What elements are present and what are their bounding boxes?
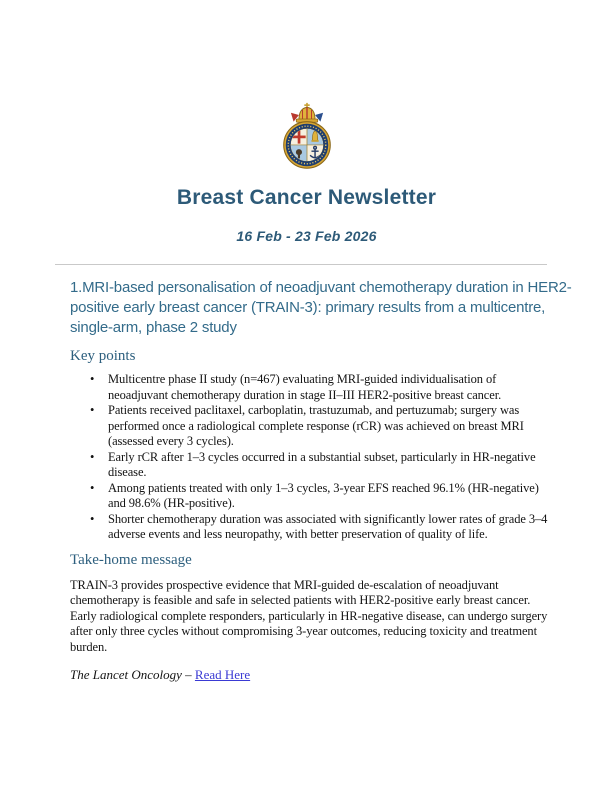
date-range: 16 Feb - 23 Feb 2026 (236, 228, 377, 244)
university-crest-icon (280, 102, 334, 170)
key-point-item: • Among patients treated with only 1–3 cycles, 3-year EFS reached 96.1% (HR-negative) and 98.6% (HR-positive). (55, 481, 554, 512)
read-here-link[interactable]: Read Here (194, 667, 251, 682)
divider (55, 264, 547, 265)
source-separator: – (185, 667, 192, 682)
key-point-item: • Multicentre phase II study (n=467) evaluating MRI-guided individualisation of neoadjuvant chemotherapy duration in stage II–III HER2-positive breast cancer. (55, 372, 554, 403)
key-point-item: • Patients received paclitaxel, carboplatin, trastuzumab, and pertuzumab; surgery was performed once a radiological complete response (rCR) was achieved on breast MRI (assessed every 3 cycles). (55, 403, 554, 450)
source-line (70, 667, 555, 683)
take-home-paragraph: TRAIN-3 provides prospective evidence that MRI-guided de-escalation of neoadjuvant chemotherapy is feasible and safe in selected patients with HER2-positive early breast cancer. Early radiological complete responders, particularly in HR-negative disease, can undergo surgery after only three cycles without compromising 3-year outcomes, reducing toxicity and treatment burden. (70, 577, 548, 654)
page-title: Breast Cancer Newsletter (176, 186, 437, 209)
key-point-item: • Early rCR after 1–3 cycles occurred in a substantial subset, particularly in HR-negative disease. (55, 450, 554, 481)
section-heading-take-home: Take-home message (70, 551, 192, 568)
key-points-list (55, 372, 555, 543)
key-point-item: • Shorter chemotherapy duration was associated with significantly lower rates of grade 3–4 adverse events and less neuropathy, with better preservation of quality of life. (55, 512, 554, 543)
article-heading: 1.MRI-based personalisation of neoadjuvant chemotherapy duration in HER2-positive early breast cancer (TRAIN-3): primary results from a multicentre, single-arm, phase 2 study (70, 279, 572, 336)
journal-name: The Lancet Oncology (70, 667, 182, 682)
article-content (55, 264, 572, 683)
section-heading-key-points: Key points (70, 348, 136, 364)
masthead (0, 102, 613, 245)
